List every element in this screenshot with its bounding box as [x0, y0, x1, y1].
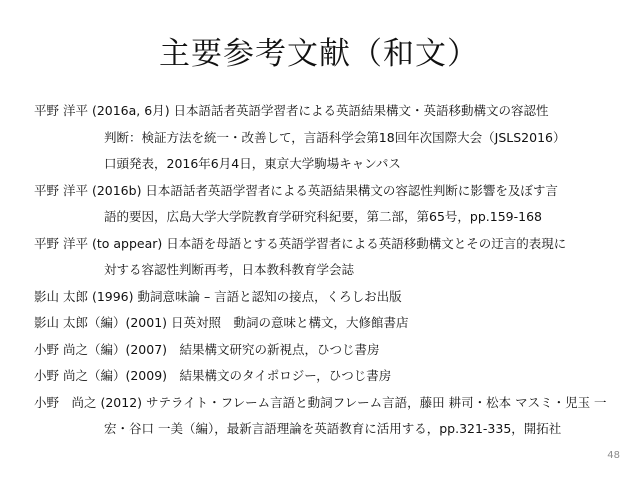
- page-number: 48: [607, 450, 620, 461]
- reference-line: 小野 尚之（編）(2009) 結果構文のタイポロジー，ひつじ書房: [34, 368, 392, 383]
- reference-list: [34, 98, 614, 443]
- reference-item: [34, 390, 614, 443]
- reference-line: 小野 尚之 (2012) サテライト・フレーム言語と動詞フレーム言語，藤田 耕司・松本 マスミ・児玉 一: [34, 394, 607, 410]
- reference-line: 宏・谷口 一美（編），最新言語理論を英語教育に活用する，pp.321-335，開拓社: [104, 421, 562, 436]
- reference-item: [34, 98, 614, 178]
- reference-item: [34, 337, 614, 364]
- reference-line: 平野 洋平 (2016a, 6月) 日本語話者英語学習者による英語結果構文・英語移動構文の容認性: [34, 103, 549, 118]
- reference-line: 影山 太郎（編）(2001) 日英対照 動詞の意味と構文，大修館書店: [34, 315, 409, 330]
- reference-line: 口頭発表，2016年6月4日，東京大学駒場キャンパス: [104, 156, 401, 171]
- reference-line: 平野 洋平 (to appear) 日本語を母語とする英語学習者による英語移動構文とその迂言的表現に: [34, 235, 567, 251]
- reference-line: 対する容認性判断再考，日本教科教育学会誌: [104, 262, 355, 277]
- reference-line: 判断：検証方法を統一・改善して，言語科学会第18回年次国際大会（JSLS2016）: [104, 129, 566, 145]
- reference-line: 小野 尚之（編）(2007) 結果構文研究の新視点，ひつじ書房: [34, 341, 380, 357]
- reference-line: 語的要因，広島大学大学院教育学研究科紀要，第二部，第65号，pp.159-168: [104, 209, 542, 224]
- reference-item: [34, 363, 614, 390]
- reference-item: [34, 284, 614, 311]
- reference-line: 平野 洋平 (2016b) 日本語話者英語学習者による英語結果構文の容認性判断に影響を及ぼす言: [34, 182, 558, 198]
- reference-item: [34, 178, 614, 231]
- reference-line: 影山 太郎 (1996) 動詞意味論 – 言語と認知の接点，くろしお出版: [34, 288, 402, 304]
- reference-item: [34, 310, 614, 337]
- slide-title: 主要参考文献（和文）: [159, 36, 479, 72]
- reference-item: [34, 231, 614, 284]
